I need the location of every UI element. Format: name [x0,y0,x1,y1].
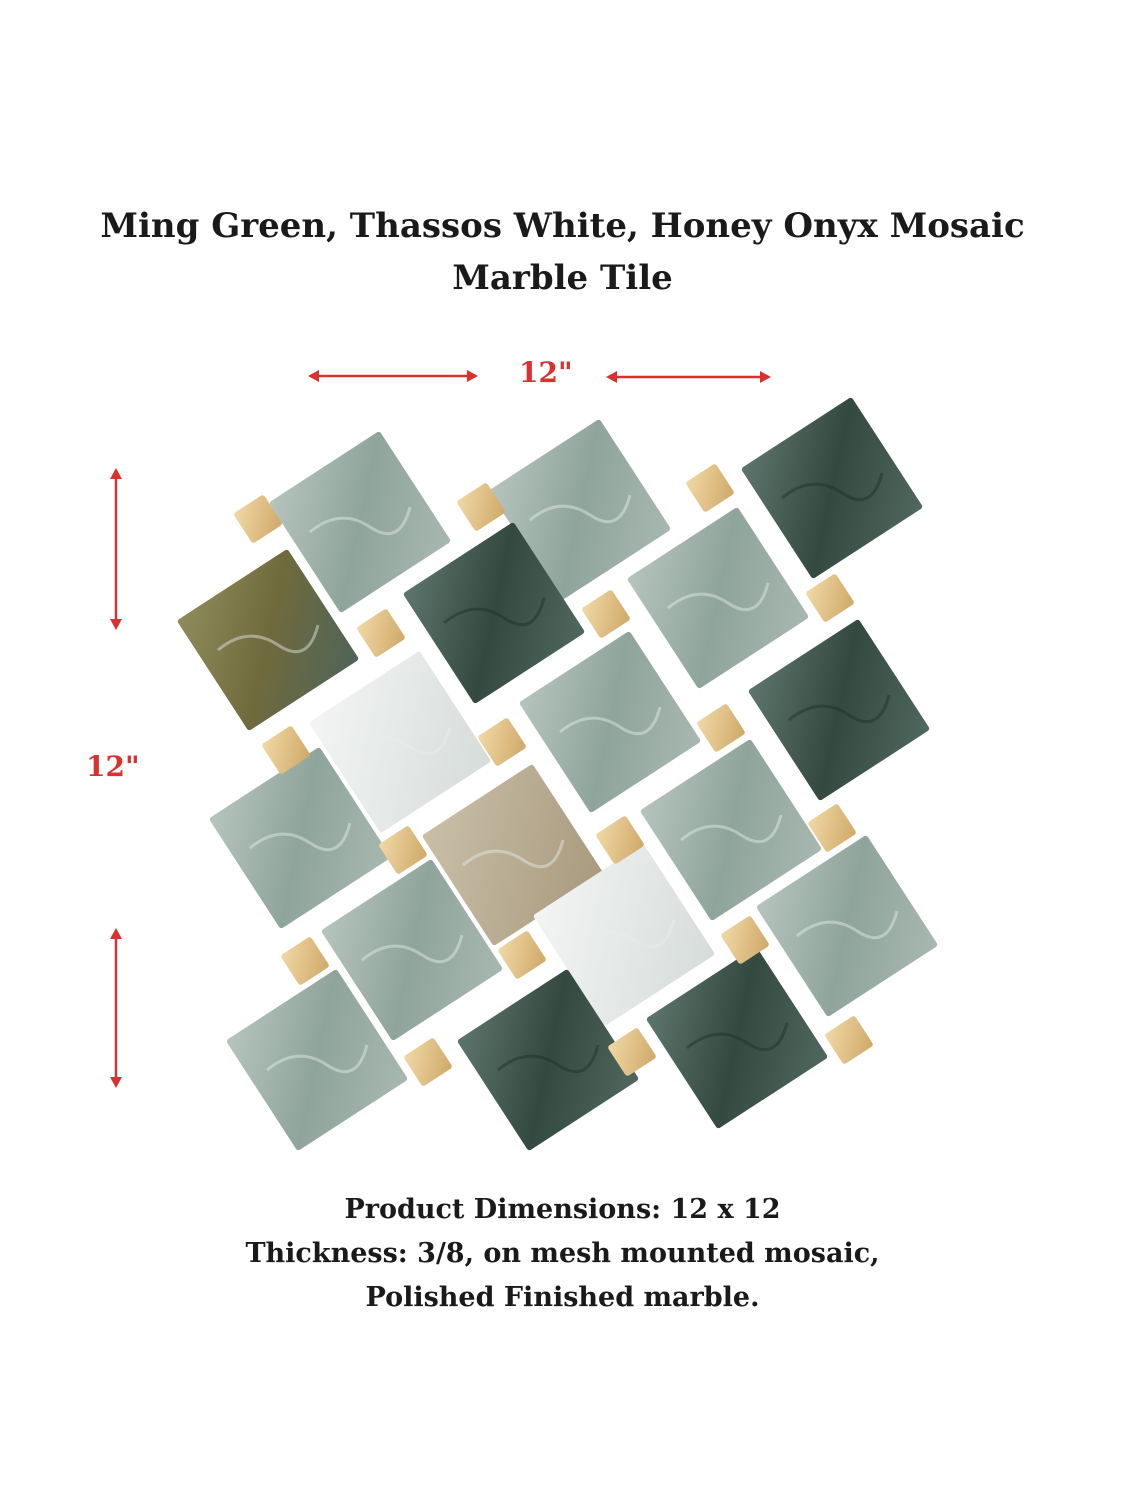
width-dimension-label: 12" [519,356,573,389]
honey-onyx-dot [805,573,855,623]
thickness-text: Thickness: 3/8, on mesh mounted mosaic, [245,1238,880,1269]
honey-onyx-dot [696,703,746,753]
honey-onyx-dot [356,608,406,658]
honey-onyx-dot [824,1015,874,1065]
product-title-line-2: Marble Tile [452,258,673,298]
honey-onyx-dot [581,589,631,639]
product-details [0,1188,1125,1320]
honey-onyx-dot [685,463,735,513]
honey-onyx-dot [403,1037,453,1087]
height-dimension-label: 12" [86,750,140,783]
finish-text: Polished Finished marble. [365,1282,760,1313]
product-title-line-1: Ming Green, Thassos White, Honey Onyx Mosaic [100,206,1025,246]
product-dimensions-text: Product Dimensions: 12 x 12 [344,1194,781,1225]
